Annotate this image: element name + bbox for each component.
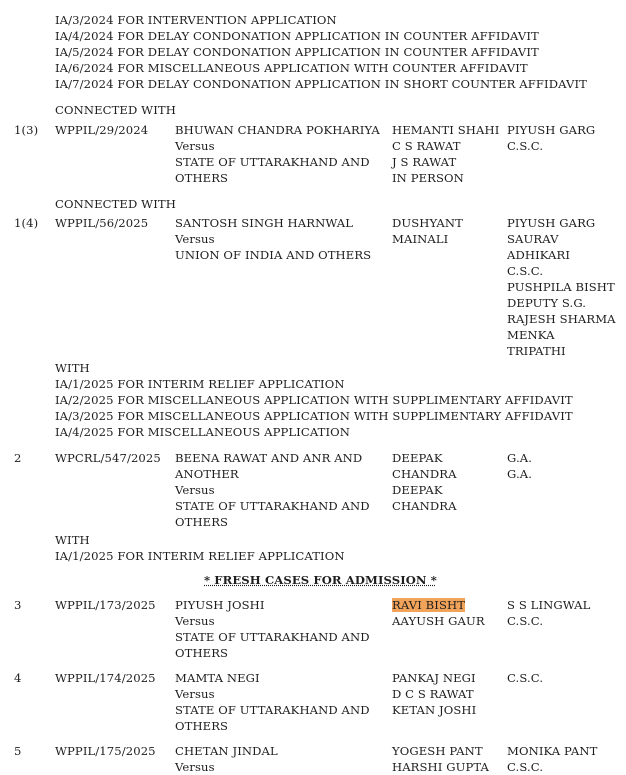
serial-number: 3 [14, 598, 22, 612]
connected-with-label: CONNECTED WITH [55, 197, 176, 211]
case-number: WPPIL/56/2025 [55, 216, 149, 230]
with-label: WITH [55, 361, 90, 375]
respondent-advocate: SAURAV [507, 232, 559, 246]
party-line: BEENA RAWAT AND ANR AND [175, 451, 363, 465]
application-line: IA/1/2025 FOR INTERIM RELIEF APPLICATION [55, 549, 345, 563]
respondent-advocate: TRIPATHI [507, 344, 566, 358]
petitioner-advocate: D C S RAWAT [392, 687, 474, 701]
respondent-advocate: G.A. [507, 451, 532, 465]
application-line: IA/3/2025 FOR MISCELLANEOUS APPLICATION WITH SUPPLIMENTARY AFFIDAVIT [55, 409, 573, 423]
petitioner-advocate: J S RAWAT [392, 155, 457, 169]
respondent-advocate: PUSHPILA BISHT [507, 280, 615, 294]
petitioner-advocate: IN PERSON [392, 171, 464, 185]
case-number: WPPIL/174/2025 [55, 671, 156, 685]
party-line: OTHERS [175, 515, 229, 529]
petitioner-advocate: HEMANTI SHAHI [392, 123, 500, 137]
application-line: IA/4/2025 FOR MISCELLANEOUS APPLICATION [55, 425, 351, 439]
party-line: Versus [175, 139, 215, 153]
party-line: Versus [175, 614, 215, 628]
petitioner-advocate: DEEPAK [392, 451, 443, 465]
party-line: OTHERS [175, 719, 229, 733]
serial-number: 2 [14, 451, 22, 465]
petitioner-advocate-highlighted [392, 597, 465, 613]
serial-number: 1(4) [14, 216, 39, 230]
case-number: WPPIL/175/2025 [55, 744, 156, 758]
party-line: CHETAN JINDAL [175, 744, 278, 758]
respondent-advocate: ADHIKARI [507, 248, 571, 262]
respondent-advocate: S S LINGWAL [507, 598, 591, 612]
respondent-advocate: C.S.C. [507, 671, 544, 685]
respondent-advocate: MENKA [507, 328, 555, 342]
party-line: STATE OF UTTARAKHAND AND [175, 630, 370, 644]
serial-number: 5 [14, 744, 22, 758]
petitioner-advocate: PANKAJ NEGI [392, 671, 476, 685]
respondent-advocate: RAJESH SHARMA [507, 312, 616, 326]
case-number: WPPIL/173/2025 [55, 598, 156, 612]
party-line: Versus [175, 687, 215, 701]
application-line: IA/7/2024 FOR DELAY CONDONATION APPLICATION IN SHORT COUNTER AFFIDAVIT [55, 77, 587, 91]
section-heading: * FRESH CASES FOR ADMISSION * [204, 573, 437, 587]
respondent-advocate: DEPUTY S.G. [507, 296, 587, 310]
text-highlight: RAVI BISHT [392, 598, 466, 612]
petitioner-advocate: C S RAWAT [392, 139, 461, 153]
respondent-advocate: PIYUSH GARG [507, 123, 596, 137]
party-line: Versus [175, 483, 215, 497]
party-line: STATE OF UTTARAKHAND AND [175, 703, 370, 717]
respondent-advocate: C.S.C. [507, 264, 544, 278]
respondent-advocate: PIYUSH GARG [507, 216, 596, 230]
respondent-advocate: C.S.C. [507, 760, 544, 774]
petitioner-advocate: AAYUSH GAUR [392, 614, 485, 628]
application-line: IA/6/2024 FOR MISCELLANEOUS APPLICATION WITH COUNTER AFFIDAVIT [55, 61, 528, 75]
party-line: Versus [175, 760, 215, 774]
party-line: OTHERS [175, 171, 229, 185]
party-line: STATE OF UTTARAKHAND AND [175, 499, 370, 513]
petitioner-advocate: KETAN JOSHI [392, 703, 477, 717]
petitioner-advocate: CHANDRA [392, 467, 457, 481]
party-line: MAMTA NEGI [175, 671, 260, 685]
party-line: UNION OF INDIA AND OTHERS [175, 248, 372, 262]
application-line: IA/2/2025 FOR MISCELLANEOUS APPLICATION WITH SUPPLIMENTARY AFFIDAVIT [55, 393, 573, 407]
application-line: IA/1/2025 FOR INTERIM RELIEF APPLICATION [55, 377, 345, 391]
party-line: PIYUSH JOSHI [175, 598, 265, 612]
application-line: IA/3/2024 FOR INTERVENTION APPLICATION [55, 13, 337, 27]
party-line: ANOTHER [175, 467, 239, 481]
serial-number: 1(3) [14, 123, 39, 137]
serial-number: 4 [14, 671, 22, 685]
application-line: IA/5/2024 FOR DELAY CONDONATION APPLICATION IN COUNTER AFFIDAVIT [55, 45, 539, 59]
petitioner-advocate: HARSHI GUPTA [392, 760, 490, 774]
connected-with-label: CONNECTED WITH [55, 103, 176, 117]
petitioner-advocate: CHANDRA [392, 499, 457, 513]
respondent-advocate: C.S.C. [507, 139, 544, 153]
case-number: WPCRL/547/2025 [55, 451, 161, 465]
party-line: STATE OF UTTARAKHAND AND [175, 155, 370, 169]
party-line: SANTOSH SINGH HARNWAL [175, 216, 354, 230]
petitioner-advocate: DEEPAK [392, 483, 443, 497]
application-line: IA/4/2024 FOR DELAY CONDONATION APPLICATION IN COUNTER AFFIDAVIT [55, 29, 539, 43]
party-line: BHUWAN CHANDRA POKHARIYA [175, 123, 380, 137]
petitioner-advocate: YOGESH PANT [392, 744, 483, 758]
respondent-advocate: G.A. [507, 467, 532, 481]
case-number: WPPIL/29/2024 [55, 123, 149, 137]
respondent-advocate: C.S.C. [507, 614, 544, 628]
party-line: Versus [175, 232, 215, 246]
petitioner-advocate: MAINALI [392, 232, 449, 246]
respondent-advocate: MONIKA PANT [507, 744, 598, 758]
petitioner-advocate: DUSHYANT [392, 216, 463, 230]
party-line: OTHERS [175, 646, 229, 660]
with-label: WITH [55, 533, 90, 547]
